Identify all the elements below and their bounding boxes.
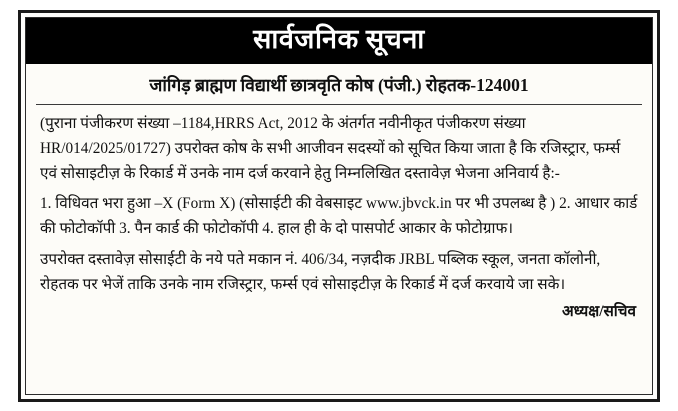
signature-designation: अध्यक्ष/सचिव bbox=[561, 303, 636, 321]
notice-paragraph-registration: (पुराना पंजीकरण संख्या –1184,HRRS Act, 2012 के अंतर्गत नवीनीकृत पंजीकरण संख्या HR/014/2025/01727) उपरोक्त कोष के सभी आजीवन सदस्यों को सूचित किया जाता है कि रजिस्ट्रार, फर्म्स एवं सोसाइटीज़ के रिकार्ड में उनके नाम दर्ज करवाने हेतु निम्नलिखित दस्तावेज़ भेजना अनिवार्य है:- bbox=[40, 115, 621, 182]
notice-title-banner: सार्वजनिक सूचना bbox=[26, 18, 652, 64]
organization-name: जांगिड़ ब्राह्मण विद्यार्थी छात्रवृति कोष (पंजी.) रोहतक-124001 bbox=[149, 75, 529, 96]
signature-block bbox=[26, 301, 652, 321]
notice-body bbox=[26, 105, 652, 297]
notice-paragraph-documents-list: 1. विधिवत भरा हुआ –X (Form X) (सोसाईटी की वेबसाइट www.jbvck.in पर भी उपलब्ध है ) 2. आधार कार्ड की फोटोकॉपी 3. पैन कार्ड की फोटोकॉपी 4. हाल ही के दो पासपोर्ट आकार के फोटोग्राफ। bbox=[40, 195, 638, 238]
bottom-spacer bbox=[26, 321, 652, 327]
notice-inner-frame bbox=[25, 17, 653, 395]
notice-outer-border bbox=[18, 10, 660, 402]
notice-paragraph-address: उपरोक्त दस्तावेज़ सोसाईटी के नये पते मकान नं. 406/34, नज़दीक JRBL पब्लिक स्कूल, जनता कॉलोनी, रोहतक पर भेजें ताकि उनके नाम रजिस्ट्रार, फर्म्स एवं सोसाइटीज़ के रिकार्ड में दर्ज करवाये जा सके। bbox=[40, 250, 601, 293]
